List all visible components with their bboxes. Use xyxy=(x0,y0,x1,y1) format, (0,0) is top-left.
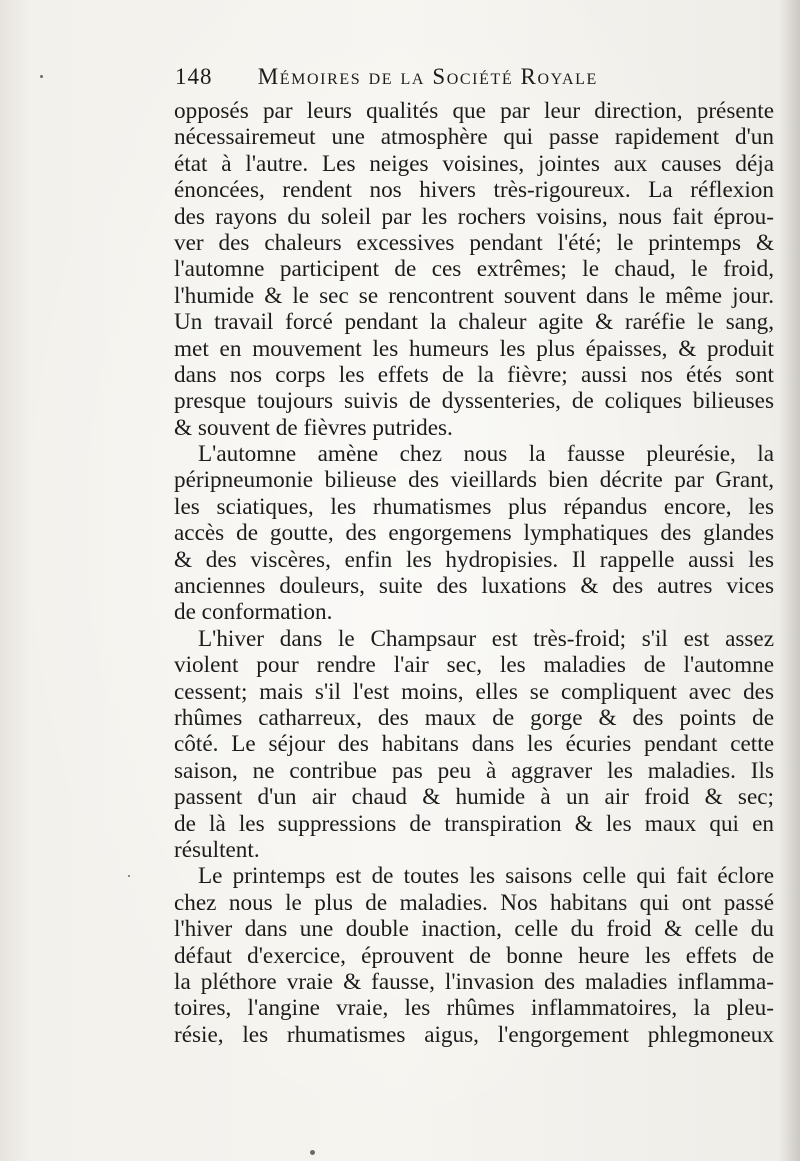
text-line: nécessairemeut une atmosphère qui passe rapidement d'un xyxy=(174,124,774,151)
text-line: de conformation. xyxy=(174,599,333,626)
spine-shadow xyxy=(778,0,800,1161)
text-line: violent pour rendre l'air sec, les maladies de l'automne xyxy=(174,652,774,679)
text-line: & des viscères, enfin les hydropisies. Il rappelle aussi les xyxy=(174,546,774,573)
paragraph xyxy=(174,98,774,441)
text-line: rhûmes catharreux, des maux de gorge & des points de xyxy=(174,704,774,731)
text-line: la pléthore vraie & fausse, l'invasion des maladies inflamma- xyxy=(174,968,774,995)
text-line: défaut d'exercice, éprouvent de bonne heure les effets de xyxy=(174,942,774,969)
text-line: chez nous le plus de maladies. Nos habitans qui ont passé xyxy=(174,889,774,916)
text-line: côté. Le séjour des habitans dans les écuries pendant cette xyxy=(174,731,774,758)
text-line: l'humide & le sec se rencontrent souvent dans le même jour. xyxy=(174,282,774,309)
text-line: état à l'autre. Les neiges voisines, jointes aux causes déja xyxy=(174,150,774,177)
text-line: accès de goutte, des engorgemens lymphatiques des glandes xyxy=(174,520,774,547)
text-line: opposés par leurs qualités que par leur direction, présente xyxy=(174,98,774,124)
text-line: cessent; mais s'il l'est moins, elles se compliquent avec des xyxy=(174,678,774,705)
text-line: passent d'un air chaud & humide à un air froid & sec; xyxy=(174,784,774,811)
ink-speck xyxy=(310,1150,315,1155)
page-header xyxy=(175,60,705,94)
text-line: Le printemps est de toutes les saisons celle qui fait éclore xyxy=(198,863,774,890)
text-line: dans nos corps les effets de la fièvre; aussi nos étés sont xyxy=(174,361,774,388)
text-line: de là les suppressions de transpiration & les maux qui en xyxy=(174,810,774,837)
running-head: Mémoires de la Société Royale xyxy=(257,64,598,89)
text-line: met en mouvement les humeurs les plus épaisses, & produit xyxy=(174,335,774,362)
page-number: 148 xyxy=(175,64,213,89)
text-line: & souvent de fièvres putrides. xyxy=(174,414,453,441)
text-line: péripneumonie bilieuse des vieillards bien décrite par Grant, xyxy=(174,467,774,494)
text-line: toires, l'angine vraie, les rhûmes inflammatoires, la pleu- xyxy=(174,995,774,1022)
ink-speck xyxy=(40,75,43,78)
ink-speck xyxy=(128,875,130,877)
text-line: presque toujours suivis de dyssenteries, de coliques bilieuses xyxy=(174,388,774,415)
text-line: L'automne amène chez nous la fausse pleurésie, la xyxy=(198,441,774,468)
text-line: saison, ne contribue pas peu à aggraver les maladies. Ils xyxy=(174,757,774,784)
text-line: des rayons du soleil par les rochers voisins, nous fait éprou- xyxy=(174,203,774,230)
text-line: anciennes douleurs, suite des luxations & des autres vices xyxy=(174,573,774,600)
text-line: l'automne participent de ces extrêmes; le chaud, le froid, xyxy=(174,256,774,283)
text-line: résie, les rhumatismes aigus, l'engorgement phlegmoneux xyxy=(174,1021,774,1048)
paragraph xyxy=(174,863,774,1048)
text-line: les sciatiques, les rhumatismes plus répandus encore, les xyxy=(174,493,774,520)
body-text xyxy=(174,98,774,1048)
text-line: Un travail forcé pendant la chaleur agite & raréfie le sang, xyxy=(174,309,774,336)
text-line: résultent. xyxy=(174,836,260,863)
text-line: L'hiver dans le Champsaur est très-froid; s'il est assez xyxy=(198,625,774,652)
paragraph xyxy=(174,441,774,626)
text-line: l'hiver dans une double inaction, celle du froid & celle du xyxy=(174,916,774,943)
text-line: ver des chaleurs excessives pendant l'été; le printemps & xyxy=(174,229,774,256)
paragraph xyxy=(174,626,774,864)
text-line: énoncées, rendent nos hivers très-rigoureux. La réflexion xyxy=(174,177,774,204)
